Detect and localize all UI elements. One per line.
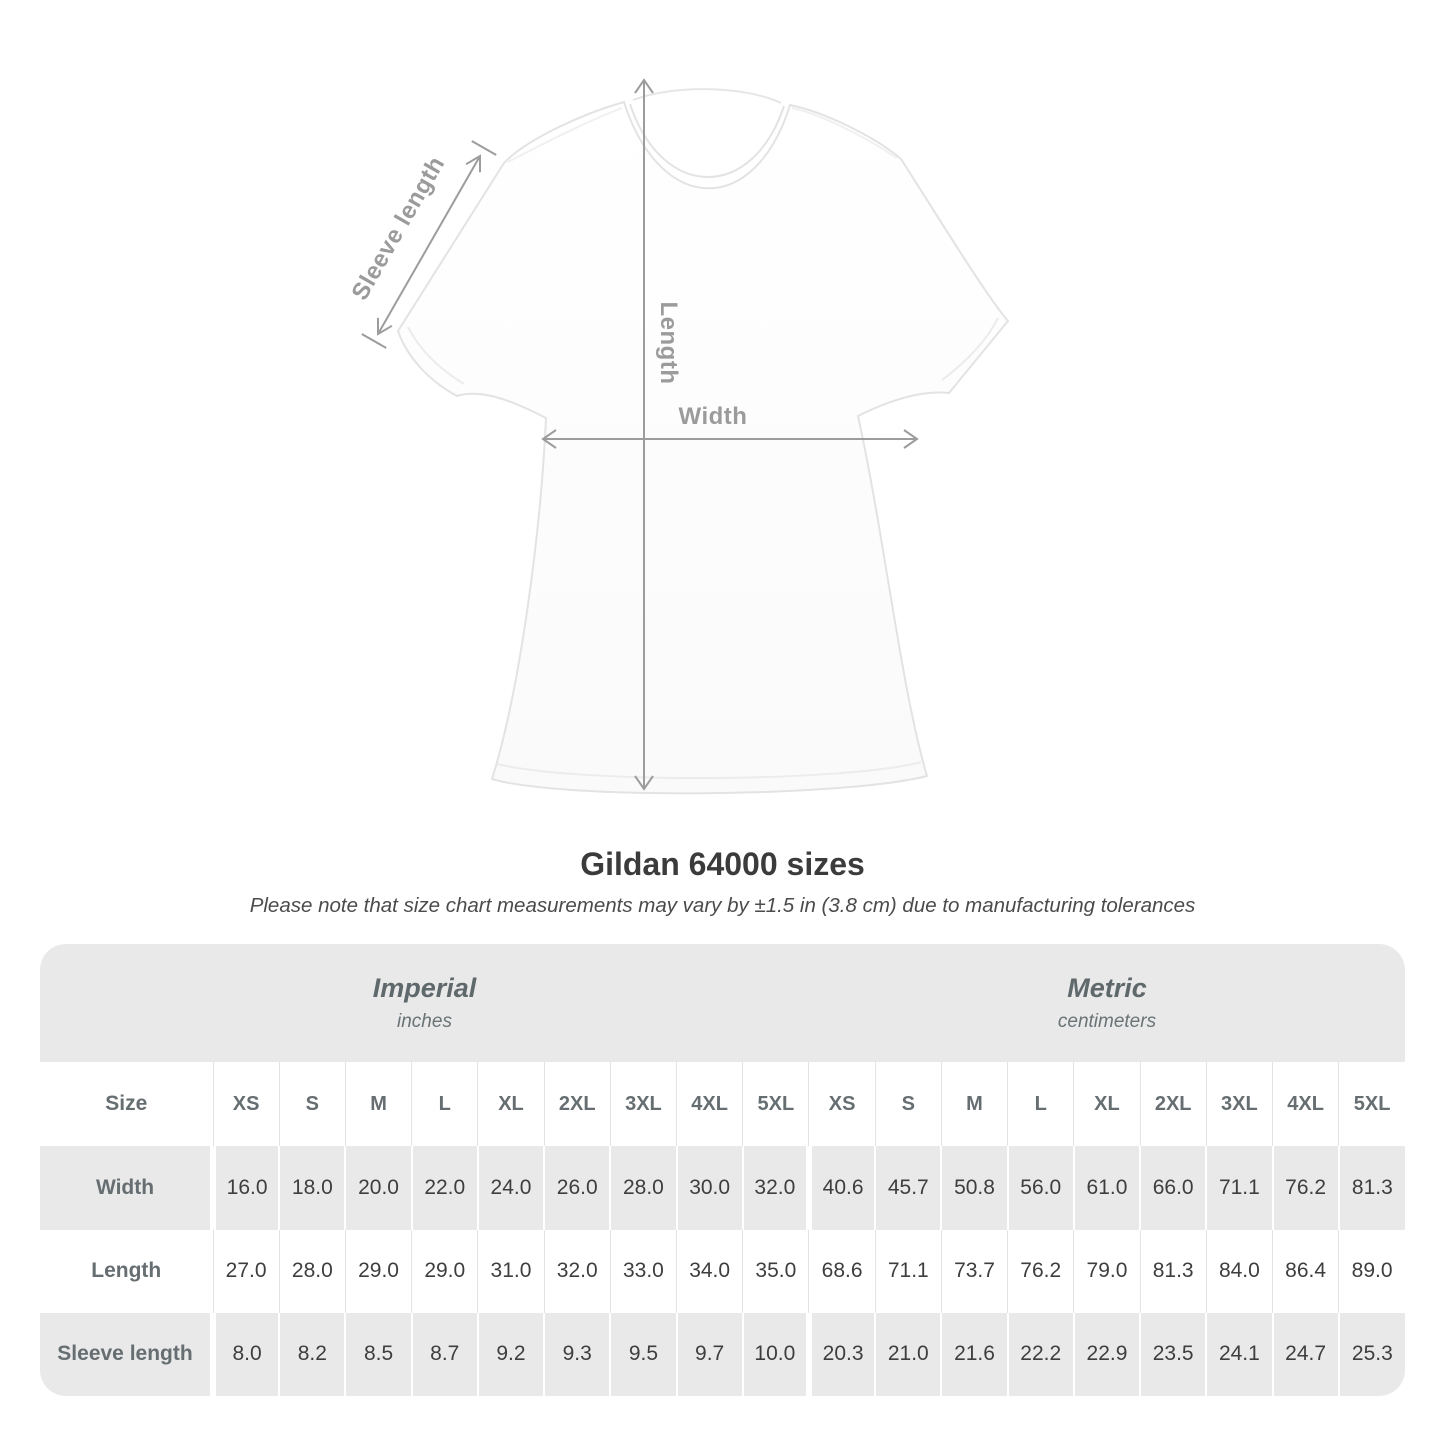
cell-imperial-2xl: 9.3: [544, 1313, 610, 1396]
cell-metric-m: 50.8: [941, 1146, 1007, 1229]
size-chart-table: [40, 944, 1405, 1396]
size-header-metric-xs: XS: [809, 1062, 875, 1146]
size-header-metric-4xl: 4XL: [1273, 1062, 1339, 1146]
cell-metric-2xl: 81.3: [1140, 1230, 1206, 1313]
cell-metric-xl: 61.0: [1074, 1146, 1140, 1229]
table-row-length: [40, 1230, 1405, 1313]
cell-imperial-4xl: 9.7: [677, 1313, 743, 1396]
size-column-header: Size: [105, 1092, 148, 1116]
size-header-metric-2xl: 2XL: [1140, 1062, 1206, 1146]
size-header-imperial-5xl: 5XL: [743, 1062, 809, 1146]
size-header-imperial-xs: XS: [213, 1062, 279, 1146]
cell-imperial-4xl: 30.0: [677, 1146, 743, 1229]
cell-metric-s: 45.7: [875, 1146, 941, 1229]
cell-metric-4xl: 24.7: [1273, 1313, 1339, 1396]
table-row-sleeve-length: [40, 1313, 1405, 1396]
cell-metric-4xl: 76.2: [1273, 1146, 1339, 1229]
unit-header-row: [40, 944, 1405, 1062]
cell-metric-m: 21.6: [941, 1313, 1007, 1396]
size-header-metric-3xl: 3XL: [1206, 1062, 1272, 1146]
size-header-row: [40, 1062, 1405, 1146]
cell-metric-xl: 22.9: [1074, 1313, 1140, 1396]
cell-metric-5xl: 89.0: [1339, 1230, 1405, 1313]
size-header-imperial-m: M: [345, 1062, 411, 1146]
size-header-metric-5xl: 5XL: [1339, 1062, 1405, 1146]
size-header-imperial-3xl: 3XL: [610, 1062, 676, 1146]
row-label-length: Length: [91, 1259, 162, 1283]
cell-metric-5xl: 25.3: [1339, 1313, 1405, 1396]
size-header-metric-m: M: [941, 1062, 1007, 1146]
size-header-imperial-s: S: [279, 1062, 345, 1146]
metric-sublabel: centimeters: [1057, 1011, 1157, 1033]
cell-imperial-l: 8.7: [412, 1313, 478, 1396]
row-label-width: Width: [95, 1176, 155, 1199]
cell-imperial-3xl: 33.0: [610, 1230, 676, 1313]
length-label: Length: [655, 301, 682, 385]
cell-imperial-4xl: 34.0: [677, 1230, 743, 1313]
sleeve-length-label: Sleeve length: [346, 151, 451, 305]
cell-imperial-xs: 16.0: [213, 1146, 279, 1229]
cell-metric-3xl: 24.1: [1206, 1313, 1272, 1396]
size-header-metric-xl: XL: [1074, 1062, 1140, 1146]
cell-imperial-s: 28.0: [279, 1230, 345, 1313]
cell-imperial-3xl: 9.5: [610, 1313, 676, 1396]
metric-label: Metric: [1067, 973, 1147, 1004]
cell-imperial-xl: 24.0: [478, 1146, 544, 1229]
cell-metric-5xl: 81.3: [1339, 1146, 1405, 1229]
table-row-width: [40, 1146, 1405, 1229]
imperial-header-cell: [40, 944, 809, 1062]
metric-header-cell: [809, 944, 1405, 1062]
size-header-imperial-2xl: 2XL: [544, 1062, 610, 1146]
cell-imperial-3xl: 28.0: [610, 1146, 676, 1229]
tolerance-note: Please note that size chart measurements may vary by ±1.5 in (3.8 cm) due to manufacturing tolerances: [249, 894, 1196, 917]
cell-metric-xs: 40.6: [809, 1146, 875, 1229]
size-header-imperial-l: L: [412, 1062, 478, 1146]
cell-imperial-s: 8.2: [279, 1313, 345, 1396]
cell-imperial-xs: 8.0: [213, 1313, 279, 1396]
cell-metric-xs: 68.6: [809, 1230, 875, 1313]
cell-metric-m: 73.7: [941, 1230, 1007, 1313]
imperial-sublabel: inches: [397, 1011, 452, 1033]
size-header-metric-l: L: [1008, 1062, 1074, 1146]
cell-metric-l: 76.2: [1008, 1230, 1074, 1313]
cell-imperial-5xl: 32.0: [743, 1146, 809, 1229]
row-label-sleeve-length: Sleeve length: [57, 1342, 193, 1366]
cell-imperial-xl: 31.0: [478, 1230, 544, 1313]
cell-imperial-2xl: 32.0: [544, 1230, 610, 1313]
cell-metric-xl: 79.0: [1074, 1230, 1140, 1313]
cell-imperial-l: 29.0: [412, 1230, 478, 1313]
cell-imperial-m: 20.0: [345, 1146, 411, 1229]
width-label: Width: [678, 403, 748, 430]
tshirt-body: [398, 89, 1008, 793]
cell-metric-xs: 20.3: [809, 1313, 875, 1396]
cell-imperial-2xl: 26.0: [544, 1146, 610, 1229]
cell-metric-3xl: 71.1: [1206, 1146, 1272, 1229]
cell-metric-l: 22.2: [1008, 1313, 1074, 1396]
cell-imperial-5xl: 10.0: [743, 1313, 809, 1396]
cell-metric-2xl: 66.0: [1140, 1146, 1206, 1229]
cell-imperial-m: 8.5: [345, 1313, 411, 1396]
size-header-imperial-xl: XL: [478, 1062, 544, 1146]
cell-metric-l: 56.0: [1008, 1146, 1074, 1229]
cell-imperial-l: 22.0: [412, 1146, 478, 1229]
cell-imperial-5xl: 35.0: [743, 1230, 809, 1313]
page-title: Gildan 64000 sizes: [580, 846, 865, 882]
cell-metric-s: 71.1: [875, 1230, 941, 1313]
size-header-metric-s: S: [875, 1062, 941, 1146]
cell-metric-s: 21.0: [875, 1313, 941, 1396]
size-chart-container: [40, 944, 1405, 1396]
cell-imperial-m: 29.0: [345, 1230, 411, 1313]
cell-imperial-xs: 27.0: [213, 1230, 279, 1313]
cell-imperial-xl: 9.2: [478, 1313, 544, 1396]
cell-imperial-s: 18.0: [279, 1146, 345, 1229]
cell-metric-4xl: 86.4: [1273, 1230, 1339, 1313]
cell-metric-3xl: 84.0: [1206, 1230, 1272, 1313]
back-collar-curve: [633, 89, 781, 103]
size-header-imperial-4xl: 4XL: [677, 1062, 743, 1146]
cell-metric-2xl: 23.5: [1140, 1313, 1206, 1396]
imperial-label: Imperial: [372, 973, 477, 1004]
